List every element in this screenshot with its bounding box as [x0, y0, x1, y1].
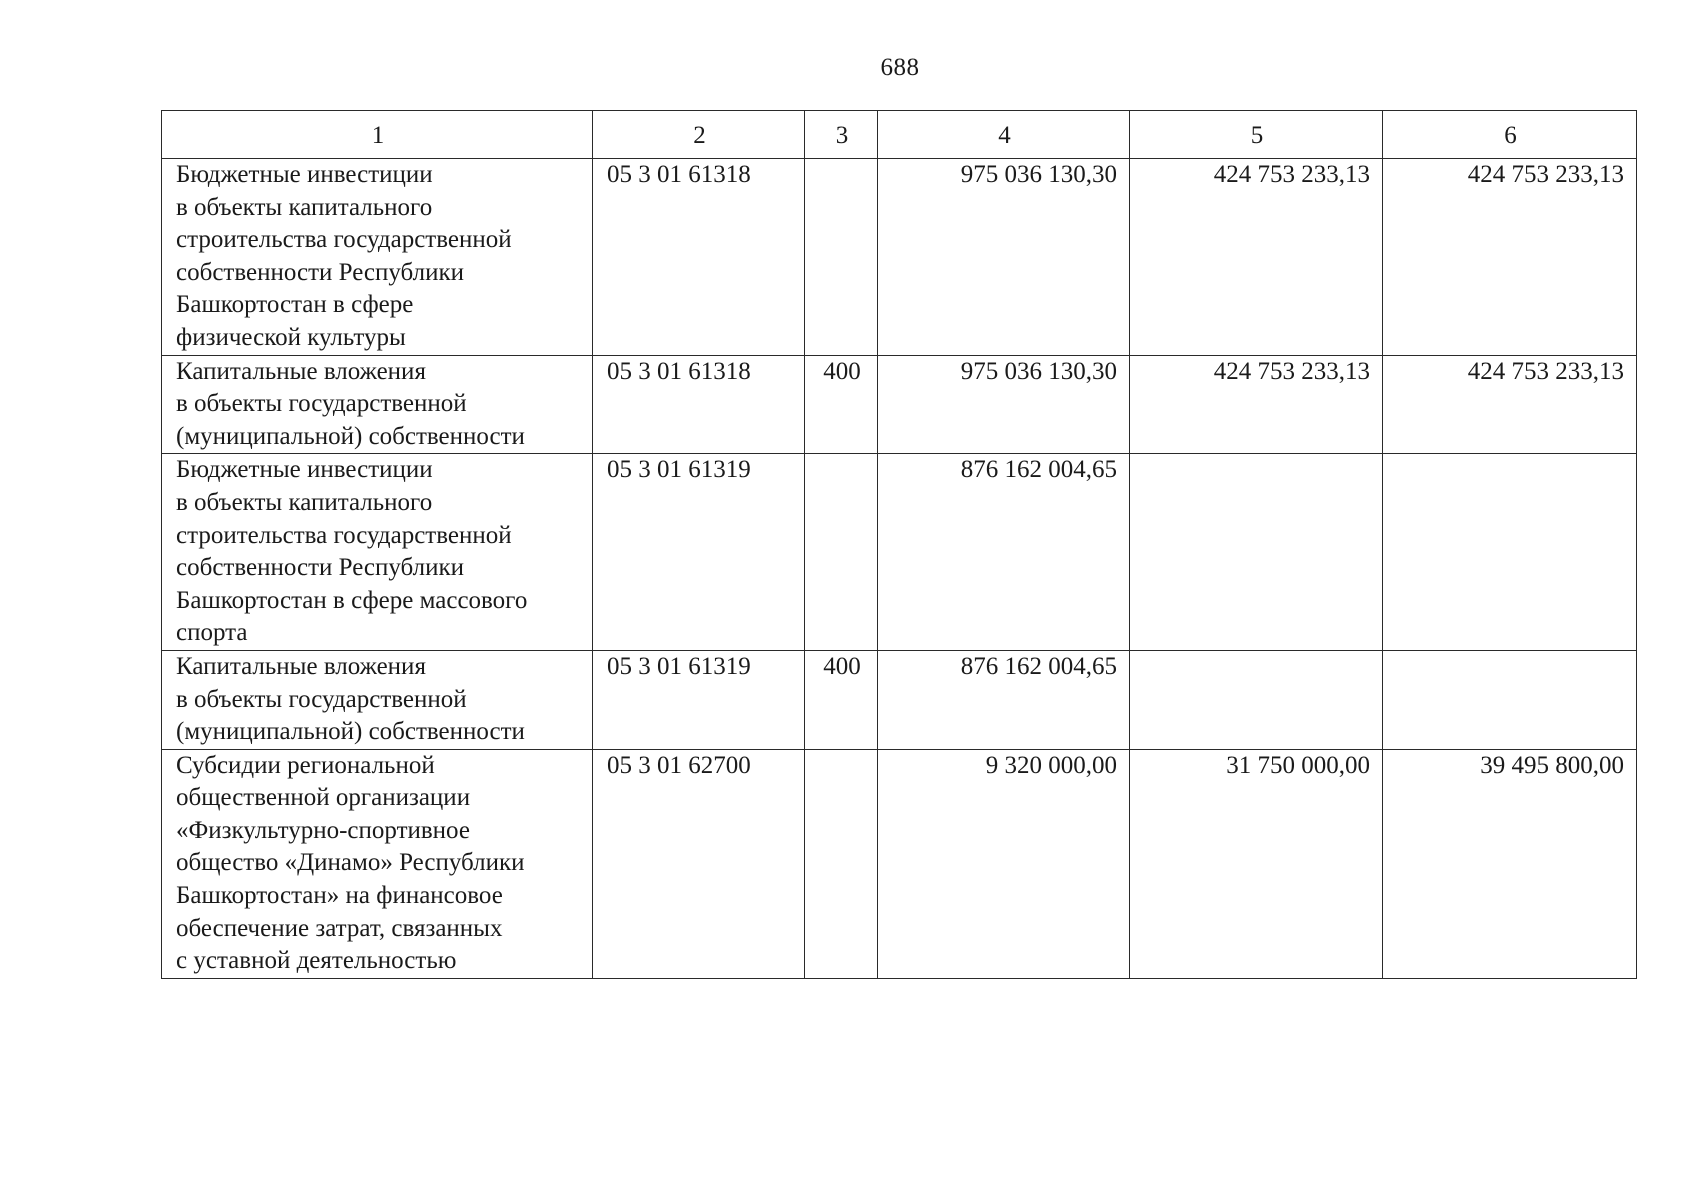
- row-name-line: собственности Республики: [176, 258, 465, 286]
- table-row: [162, 355, 1637, 454]
- row-amount-3-cell: 424 753 233,13: [1383, 159, 1637, 356]
- row-name-line: физической культуры: [176, 323, 406, 351]
- row-amount-3-cell: [1383, 454, 1637, 651]
- row-name-cell: [162, 355, 593, 454]
- row-name-line: Бюджетные инвестиции: [176, 161, 433, 188]
- page-number: 688: [880, 54, 920, 81]
- row-amount-1-cell: 876 162 004,65: [878, 454, 1130, 651]
- row-name-line: в объекты государственной: [176, 390, 467, 418]
- budget-table: [161, 110, 1637, 979]
- row-name-line: в объекты капитального: [176, 193, 433, 221]
- row-amount-3-cell: [1383, 650, 1637, 749]
- row-name-line: строительства государственной: [176, 226, 512, 254]
- row-name-line: в объекты капитального: [176, 488, 433, 516]
- row-amount-2-cell: [1130, 454, 1383, 651]
- row-name-cell: [162, 454, 593, 651]
- row-code-cell: 05 3 01 61319: [593, 650, 805, 749]
- row-name-cell: [162, 749, 593, 978]
- row-code-cell: 05 3 01 61318: [593, 159, 805, 356]
- row-amount-2-cell: 424 753 233,13: [1130, 159, 1383, 356]
- row-code-cell: 05 3 01 62700: [593, 749, 805, 978]
- column-header: 1: [162, 111, 593, 159]
- row-name-line: спорта: [176, 619, 248, 647]
- table-row: [162, 159, 1637, 356]
- row-name-line: Бюджетные инвестиции: [176, 456, 433, 484]
- row-amount-1-cell: 876 162 004,65: [878, 650, 1130, 749]
- table-row: [162, 454, 1637, 651]
- row-name-line: Субсидии региональной: [176, 751, 435, 779]
- row-amount-1-cell: 975 036 130,30: [878, 355, 1130, 454]
- row-name-line: общество «Динамо» Республики: [176, 849, 525, 877]
- row-name-line: обеспечение затрат, связанных: [176, 914, 503, 942]
- row-name-line: общественной организации: [176, 784, 471, 812]
- row-amount-2-cell: 424 753 233,13: [1130, 355, 1383, 454]
- column-header: 3: [805, 111, 878, 159]
- row-name-line: с уставной деятельностью: [176, 947, 457, 975]
- row-type-cell: [805, 749, 878, 978]
- table-header-row: [162, 111, 1637, 159]
- row-name-line: Башкортостан в сфере массового: [176, 586, 528, 614]
- table-row: [162, 650, 1637, 749]
- row-amount-3-cell: 424 753 233,13: [1383, 355, 1637, 454]
- row-name-line: собственности Республики: [176, 554, 465, 582]
- row-name-line: (муниципальной) собственности: [176, 718, 525, 746]
- row-amount-1-cell: 9 320 000,00: [878, 749, 1130, 978]
- row-name-line: (муниципальной) собственности: [176, 422, 525, 450]
- column-header: 6: [1383, 111, 1637, 159]
- row-name-cell: [162, 650, 593, 749]
- row-type-cell: 400: [805, 650, 878, 749]
- row-name-line: Капитальные вложения: [176, 652, 426, 680]
- row-name-line: строительства государственной: [176, 521, 512, 549]
- row-name-line: в объекты государственной: [176, 685, 467, 713]
- row-amount-2-cell: 31 750 000,00: [1130, 749, 1383, 978]
- row-code-cell: 05 3 01 61318: [593, 355, 805, 454]
- row-name-line: «Физкультурно-спортивное: [176, 816, 470, 844]
- table-row: [162, 749, 1637, 978]
- row-amount-1-cell: 975 036 130,30: [878, 159, 1130, 356]
- row-name-line: Башкортостан в сфере: [176, 291, 414, 319]
- row-type-cell: [805, 454, 878, 651]
- row-code-cell: 05 3 01 61319: [593, 454, 805, 651]
- row-name-line: Капитальные вложения: [176, 357, 426, 385]
- row-name-line: Башкортостан» на финансовое: [176, 882, 503, 910]
- row-type-cell: [805, 159, 878, 356]
- column-header: 2: [593, 111, 805, 159]
- column-header: 4: [878, 111, 1130, 159]
- row-type-cell: 400: [805, 355, 878, 454]
- column-header: 5: [1130, 111, 1383, 159]
- row-name-cell: [162, 159, 593, 356]
- row-amount-3-cell: 39 495 800,00: [1383, 749, 1637, 978]
- row-amount-2-cell: [1130, 650, 1383, 749]
